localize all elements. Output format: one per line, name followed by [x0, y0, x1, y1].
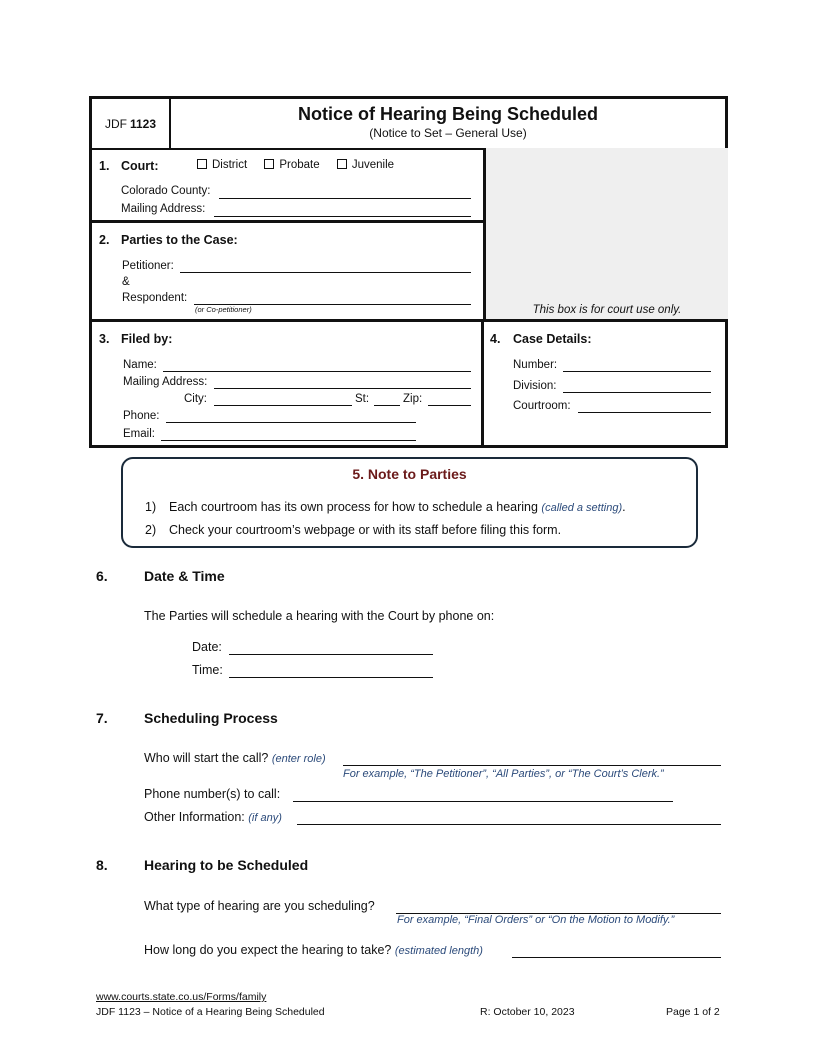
city-field[interactable] — [214, 405, 352, 406]
option-label: District — [212, 159, 248, 171]
section-1-number: 1. — [99, 159, 110, 173]
case-number-field[interactable] — [563, 371, 711, 372]
other-info-field[interactable] — [297, 824, 721, 825]
section-8-title: Hearing to be Scheduled — [144, 857, 309, 873]
section-8-number: 8. — [96, 857, 108, 873]
hearing-length-field[interactable] — [512, 957, 721, 958]
note-item-text: Each courtroom has its own process for how to schedule a hearing — [169, 500, 542, 514]
hearing-length-label — [144, 943, 483, 957]
court-type-options — [197, 159, 408, 171]
mailing-address-label: Mailing Address: — [121, 203, 206, 215]
footer-form-name: JDF 1123 – Notice of a Hearing Being Scheduled — [96, 1006, 325, 1018]
note-item-text: Check your courtroom’s webpage or with its staff before filing this form. — [169, 523, 562, 537]
section-6-title: Date & Time — [144, 568, 225, 584]
court-option-juvenile[interactable] — [337, 159, 394, 171]
other-hint: (if any) — [248, 812, 282, 824]
page-title: Notice of Hearing Being Scheduled — [297, 104, 599, 124]
respondent-hint: (or Co-petitioner) — [195, 305, 252, 314]
note-to-parties-box — [121, 457, 698, 548]
court-option-district[interactable] — [197, 159, 247, 171]
section-2-title: Parties to the Case: — [121, 233, 238, 247]
section-7-number: 7. — [96, 710, 108, 726]
email-label: Email: — [123, 428, 155, 440]
length-label-text: How long do you expect the hearing to take? — [144, 943, 392, 957]
ampersand: & — [122, 276, 130, 288]
divider — [481, 319, 484, 448]
section-3-number: 3. — [99, 332, 110, 346]
section-7-title: Scheduling Process — [144, 710, 278, 726]
state-field[interactable] — [374, 405, 400, 406]
division-label: Division: — [513, 380, 557, 392]
petitioner-label: Petitioner: — [122, 260, 174, 272]
county-field[interactable] — [219, 198, 471, 199]
who-label-text: Who will start the call? — [144, 751, 269, 765]
phone-numbers-field[interactable] — [293, 801, 673, 802]
note-item-number: 1) — [145, 500, 157, 514]
filer-name-field[interactable] — [163, 371, 471, 372]
date-label: Date: — [192, 640, 222, 654]
case-number-label: Number: — [513, 359, 558, 371]
courtroom-label: Courtroom: — [513, 400, 571, 412]
page-subtitle: (Notice to Set – General Use) — [369, 126, 527, 140]
hearing-type-example: For example, “Final Orders” or “On the Motion to Modify.” — [397, 914, 675, 926]
note-item-hint: (called a setting) — [541, 502, 623, 514]
city-label: City: — [184, 393, 207, 405]
section-6-number: 6. — [96, 568, 108, 584]
filer-phone-field[interactable] — [166, 422, 416, 423]
filer-mailing-field[interactable] — [214, 388, 471, 389]
time-field[interactable] — [229, 677, 433, 678]
zip-field[interactable] — [428, 405, 471, 406]
section-2-number: 2. — [99, 233, 110, 247]
court-use-box — [483, 148, 728, 322]
court-use-note: This box is for court use only. — [532, 304, 682, 316]
note-item-number: 2) — [145, 523, 157, 537]
footer-page-number: Page 1 of 2 — [666, 1006, 720, 1018]
who-starts-call-label — [144, 751, 326, 765]
other-label-text: Other Information: — [144, 810, 245, 824]
county-label: Colorado County: — [121, 185, 211, 197]
division-field[interactable] — [563, 392, 711, 393]
courtroom-field[interactable] — [578, 412, 711, 413]
who-starts-call-field[interactable] — [343, 765, 721, 766]
name-label: Name: — [123, 359, 157, 371]
option-label: Probate — [279, 159, 320, 171]
footer-revision: R: October 10, 2023 — [480, 1006, 575, 1018]
divider — [92, 319, 728, 322]
court-mailing-address-field[interactable] — [214, 216, 471, 217]
phone-label: Phone: — [123, 410, 160, 422]
section-1-title: Court: — [121, 159, 159, 173]
note-title: 5. Note to Parties — [352, 466, 467, 482]
who-example: For example, “The Petitioner”, “All Parties”, or “The Court’s Clerk.” — [343, 768, 664, 780]
footer-url-link[interactable]: www.courts.state.co.us/Forms/family — [96, 991, 267, 1003]
date-time-intro: The Parties will schedule a hearing with the Court by phone on: — [144, 609, 495, 623]
note-item-2 — [145, 523, 561, 537]
note-item-tail: . — [622, 500, 626, 514]
divider — [92, 220, 484, 223]
date-field[interactable] — [229, 654, 433, 655]
filer-email-field[interactable] — [161, 440, 416, 441]
time-label: Time: — [192, 663, 223, 677]
note-item-1 — [145, 500, 626, 514]
other-info-label — [144, 810, 282, 824]
phone-numbers-label: Phone number(s) to call: — [144, 787, 281, 801]
petitioner-field[interactable] — [180, 272, 471, 273]
hearing-type-label: What type of hearing are you scheduling? — [144, 899, 375, 913]
checkbox-juvenile[interactable] — [337, 159, 347, 169]
length-hint: (estimated length) — [394, 945, 483, 957]
who-hint: (enter role) — [271, 753, 326, 765]
checkbox-probate[interactable] — [264, 159, 274, 169]
respondent-label: Respondent: — [122, 292, 188, 304]
zip-label: Zip: — [403, 393, 423, 405]
checkbox-district[interactable] — [197, 159, 207, 169]
court-option-probate[interactable] — [264, 159, 319, 171]
form-header — [89, 96, 728, 150]
form-code-number: 1123 — [129, 116, 157, 131]
state-label: St: — [355, 393, 370, 405]
section-4-title: Case Details: — [513, 332, 592, 346]
option-label: Juvenile — [351, 159, 395, 171]
case-info-grid — [89, 148, 728, 448]
form-code — [92, 99, 171, 148]
form-code-prefix: JDF — [104, 116, 127, 131]
section-4-number: 4. — [490, 332, 501, 346]
filer-mailing-label: Mailing Address: — [123, 376, 208, 388]
section-3-title: Filed by: — [121, 332, 173, 346]
